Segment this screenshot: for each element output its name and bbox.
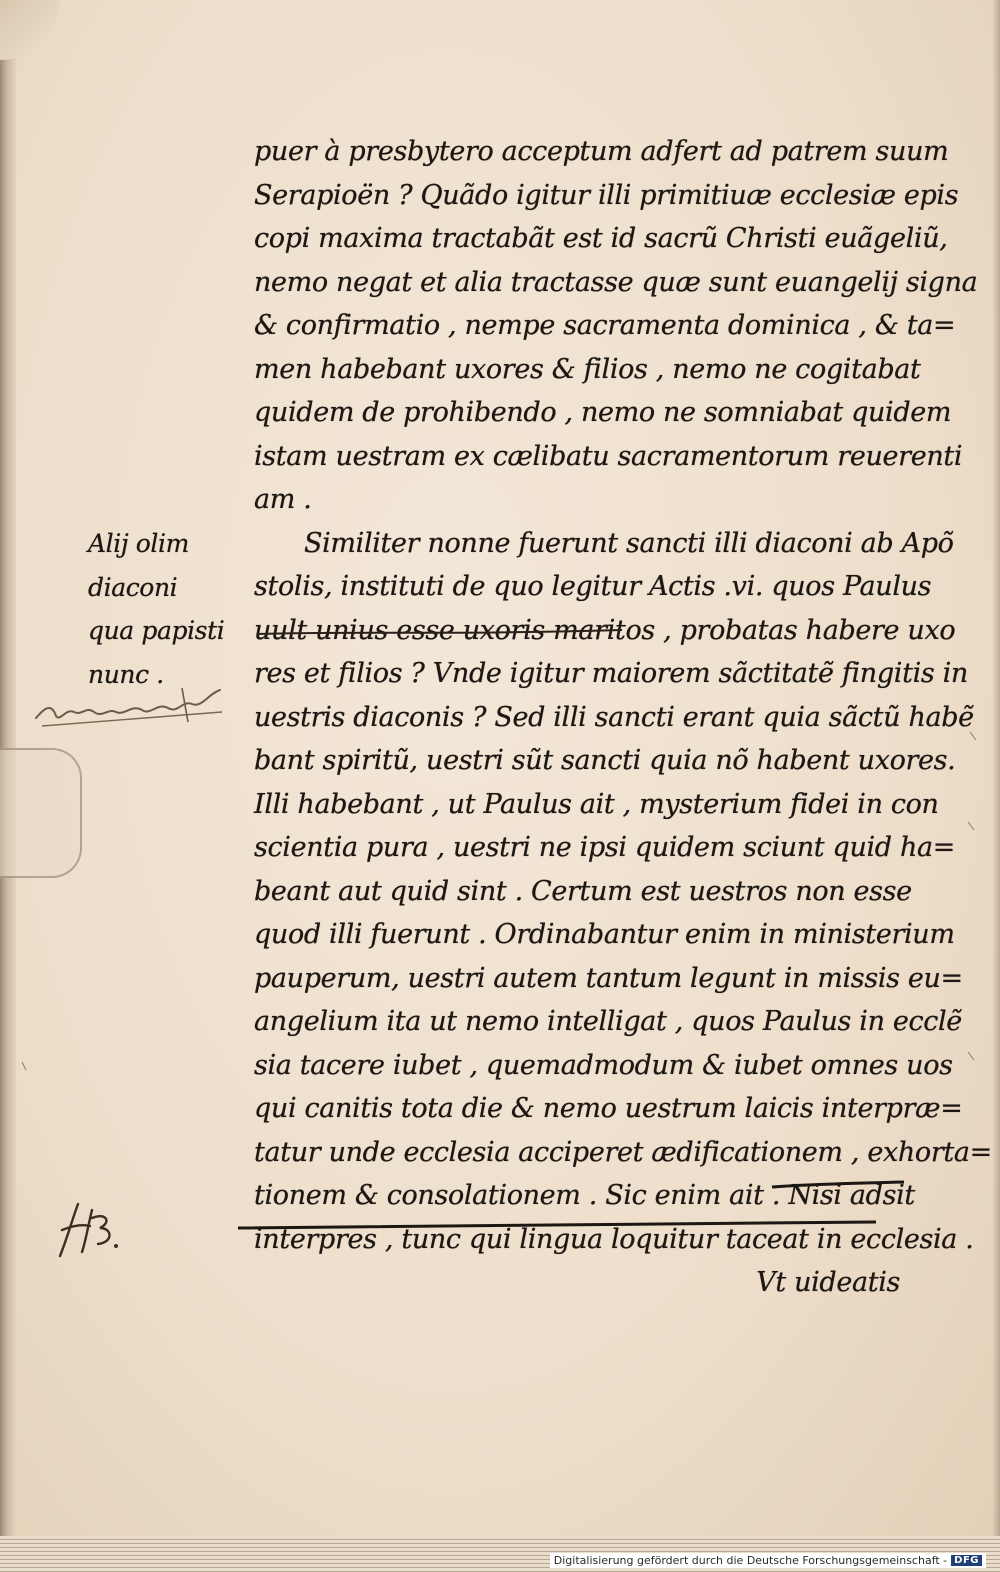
text-line: angelium ita ut nemo intelligat , quos Paulus in ecclẽ: [254, 1006, 962, 1037]
main-text-block: [254, 130, 992, 1305]
ink-mark: [966, 820, 976, 832]
ink-mark: [966, 1050, 976, 1062]
text-line: pauperum, uestri autem tantum legunt in missis eu=: [254, 962, 963, 994]
text-line: qui canitis tota die & nemo uestrum laicis interpræ=: [254, 1093, 963, 1124]
ink-strikethrough: [236, 1218, 912, 1236]
text-line: res et filios ? Vnde igitur maiorem sãctitatẽ fingitis in: [254, 658, 968, 689]
text-line: nemo negat et alia tractasse quæ sunt euangelij signa: [254, 266, 978, 298]
text-line: & confirmatio , nempe sacramenta dominica , & ta=: [254, 310, 956, 341]
marginal-note-line: diaconi: [88, 572, 178, 602]
text-line: interpres , tunc qui lingua loquitur taceat in ecclesia .: [254, 1223, 974, 1255]
dfg-logo: DFG: [951, 1555, 982, 1566]
text-line: puer à presbytero acceptum adfert ad patrem suum: [254, 136, 949, 167]
text-line: bant spiritũ, uestri sũt sancti quia nõ habent uxores.: [254, 745, 956, 776]
text-line: uult unius esse uxoris maritos , probatas habere uxo: [254, 614, 956, 646]
page-corner: [0, 0, 60, 60]
text-line: tionem & consolationem . Sic enim ait . Nisi adsit: [254, 1180, 915, 1211]
text-line: quidem de prohibendo , nemo ne somniabat quidem: [254, 397, 952, 428]
page-right-edge: [992, 0, 1000, 1540]
handwritten-annotation: [32, 682, 232, 732]
ink-strikethrough: [770, 1178, 906, 1192]
text-line: copi maxima tractabãt est id sacrũ Christi euãgeliũ,: [254, 223, 948, 254]
text-line: scientia pura , uestri ne ipsi quidem sciunt quid ha=: [254, 832, 956, 863]
text-line: beant aut quid sint . Certum est uestros non esse: [254, 875, 912, 907]
text-line: am .: [254, 484, 312, 515]
text-line: sia tacere iubet , quemadmodum & iubet omnes uos: [254, 1049, 953, 1081]
paragraph-start-line: Similiter nonne fuerunt sancti illi diaconi ab Apõ: [304, 527, 954, 559]
text-line: quod illi fuerunt . Ordinabantur enim in ministerium: [254, 919, 955, 950]
digitization-footer: [550, 1553, 986, 1568]
paper-clip-tab: [0, 748, 82, 878]
text-line: Illi habebant , ut Paulus ait , mysterium fidei in con: [254, 788, 939, 820]
ink-underline: [256, 628, 624, 638]
marginal-note-line: qua papisti: [88, 616, 225, 645]
text-line: men habebant uxores & filios , nemo ne cogitabat: [254, 353, 921, 385]
marginal-note-line: Alij olim: [88, 529, 189, 558]
marginal-note-line: nunc .: [88, 659, 164, 689]
catchword: Vt uideatis: [756, 1267, 900, 1298]
ink-mark: [20, 1060, 30, 1072]
text-line: istam uestram ex cælibatu sacramentorum reuerenti: [254, 440, 963, 472]
footer-text: Digitalisierung gefördert durch die Deutsche Forschungsgemeinschaft -: [553, 1554, 948, 1567]
text-line: stolis, instituti de quo legitur Actis .vi. quos Paulus: [254, 571, 932, 602]
text-line: uestris diaconis ? Sed illi sancti erant quia sãctũ habẽ: [254, 701, 974, 733]
ink-mark: [968, 730, 978, 742]
handwritten-monogram: [52, 1200, 126, 1262]
text-line: Serapioën ? Quãdo igitur illi primitiuæ ecclesiæ epis: [254, 179, 959, 211]
marginal-note: [88, 522, 248, 696]
text-line: tatur unde ecclesia acciperet ædificationem , exhorta=: [254, 1136, 992, 1168]
